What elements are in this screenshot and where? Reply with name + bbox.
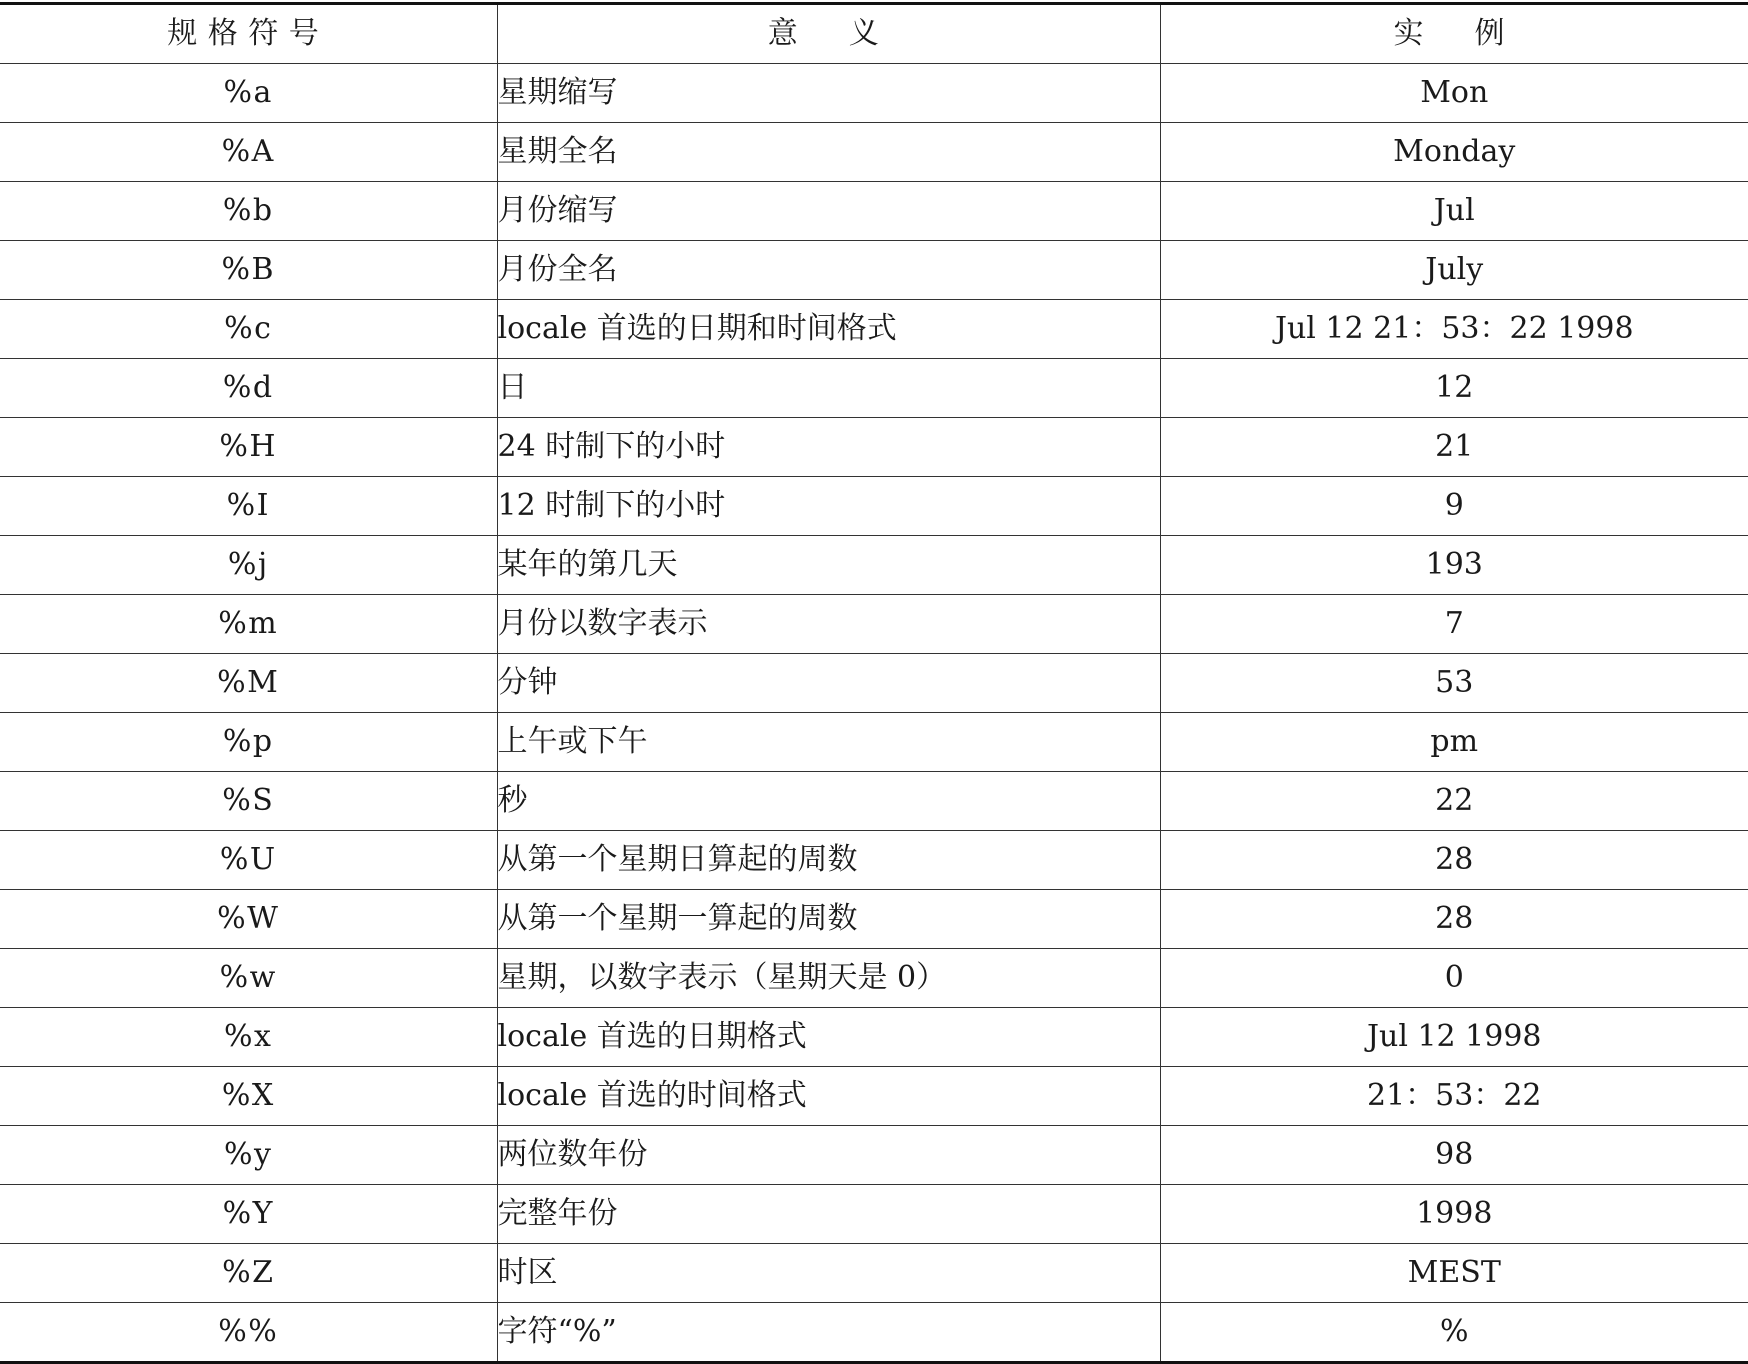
cell-example: 22 xyxy=(1160,772,1748,831)
table-row xyxy=(0,477,1748,536)
cell-example: Mon xyxy=(1160,64,1748,123)
cell-specifier: %U xyxy=(0,831,497,890)
table-row xyxy=(0,713,1748,772)
cell-example: 53 xyxy=(1160,654,1748,713)
table-row xyxy=(0,418,1748,477)
cell-example: 7 xyxy=(1160,595,1748,654)
header-specifier: 规格符号 xyxy=(0,4,497,64)
table-row xyxy=(0,1185,1748,1244)
table-header xyxy=(0,4,1748,64)
cell-specifier: %p xyxy=(0,713,497,772)
cell-specifier: %b xyxy=(0,182,497,241)
table-row xyxy=(0,1303,1748,1363)
cell-specifier: %j xyxy=(0,536,497,595)
cell-meaning: 星期缩写 xyxy=(497,64,1160,123)
cell-example: July xyxy=(1160,241,1748,300)
table-row xyxy=(0,772,1748,831)
cell-example: Jul xyxy=(1160,182,1748,241)
table-row xyxy=(0,536,1748,595)
cell-meaning: 24 时制下的小时 xyxy=(497,418,1160,477)
cell-example: Monday xyxy=(1160,123,1748,182)
cell-meaning: 从第一个星期一算起的周数 xyxy=(497,890,1160,949)
table-body xyxy=(0,64,1748,1363)
cell-example: 0 xyxy=(1160,949,1748,1008)
cell-meaning: 12 时制下的小时 xyxy=(497,477,1160,536)
cell-example: Jul 12 1998 xyxy=(1160,1008,1748,1067)
cell-example: 21：53：22 xyxy=(1160,1067,1748,1126)
cell-example: 1998 xyxy=(1160,1185,1748,1244)
table-row xyxy=(0,1067,1748,1126)
cell-specifier: %% xyxy=(0,1303,497,1363)
cell-specifier: %I xyxy=(0,477,497,536)
cell-meaning: locale 首选的日期格式 xyxy=(497,1008,1160,1067)
cell-example: 12 xyxy=(1160,359,1748,418)
cell-meaning: 字符“%” xyxy=(497,1303,1160,1363)
cell-example: MEST xyxy=(1160,1244,1748,1303)
header-example: 实 例 xyxy=(1160,4,1748,64)
cell-meaning: 完整年份 xyxy=(497,1185,1160,1244)
table-row xyxy=(0,831,1748,890)
cell-specifier: %Y xyxy=(0,1185,497,1244)
table-row xyxy=(0,1244,1748,1303)
cell-specifier: %x xyxy=(0,1008,497,1067)
cell-meaning: 时区 xyxy=(497,1244,1160,1303)
table-row xyxy=(0,241,1748,300)
cell-meaning: 星期，以数字表示（星期天是 0） xyxy=(497,949,1160,1008)
table-row xyxy=(0,949,1748,1008)
cell-meaning: locale 首选的时间格式 xyxy=(497,1067,1160,1126)
table-row xyxy=(0,64,1748,123)
table-row xyxy=(0,654,1748,713)
cell-specifier: %X xyxy=(0,1067,497,1126)
cell-specifier: %a xyxy=(0,64,497,123)
table-row xyxy=(0,123,1748,182)
cell-meaning: 从第一个星期日算起的周数 xyxy=(497,831,1160,890)
cell-specifier: %d xyxy=(0,359,497,418)
cell-specifier: %Z xyxy=(0,1244,497,1303)
table-row xyxy=(0,1008,1748,1067)
cell-example: 28 xyxy=(1160,890,1748,949)
cell-specifier: %y xyxy=(0,1126,497,1185)
table-row xyxy=(0,1126,1748,1185)
table-row xyxy=(0,300,1748,359)
cell-specifier: %H xyxy=(0,418,497,477)
cell-meaning: 上午或下午 xyxy=(497,713,1160,772)
cell-meaning: 秒 xyxy=(497,772,1160,831)
cell-meaning: 月份全名 xyxy=(497,241,1160,300)
cell-meaning: 日 xyxy=(497,359,1160,418)
cell-example: 28 xyxy=(1160,831,1748,890)
cell-specifier: %S xyxy=(0,772,497,831)
cell-meaning: locale 首选的日期和时间格式 xyxy=(497,300,1160,359)
cell-specifier: %W xyxy=(0,890,497,949)
cell-meaning: 星期全名 xyxy=(497,123,1160,182)
cell-meaning: 月份缩写 xyxy=(497,182,1160,241)
header-row xyxy=(0,4,1748,64)
cell-specifier: %c xyxy=(0,300,497,359)
table-row xyxy=(0,359,1748,418)
cell-example: Jul 12 21：53：22 1998 xyxy=(1160,300,1748,359)
cell-specifier: %w xyxy=(0,949,497,1008)
cell-example: % xyxy=(1160,1303,1748,1363)
header-meaning: 意 义 xyxy=(497,4,1160,64)
cell-meaning: 两位数年份 xyxy=(497,1126,1160,1185)
cell-meaning: 某年的第几天 xyxy=(497,536,1160,595)
cell-meaning: 分钟 xyxy=(497,654,1160,713)
format-specifier-table xyxy=(0,2,1748,1364)
table-row xyxy=(0,595,1748,654)
cell-specifier: %A xyxy=(0,123,497,182)
table-row xyxy=(0,182,1748,241)
table-row xyxy=(0,890,1748,949)
cell-example: 21 xyxy=(1160,418,1748,477)
cell-meaning: 月份以数字表示 xyxy=(497,595,1160,654)
cell-specifier: %M xyxy=(0,654,497,713)
cell-example: 193 xyxy=(1160,536,1748,595)
cell-example: pm xyxy=(1160,713,1748,772)
cell-example: 9 xyxy=(1160,477,1748,536)
cell-example: 98 xyxy=(1160,1126,1748,1185)
cell-specifier: %m xyxy=(0,595,497,654)
cell-specifier: %B xyxy=(0,241,497,300)
